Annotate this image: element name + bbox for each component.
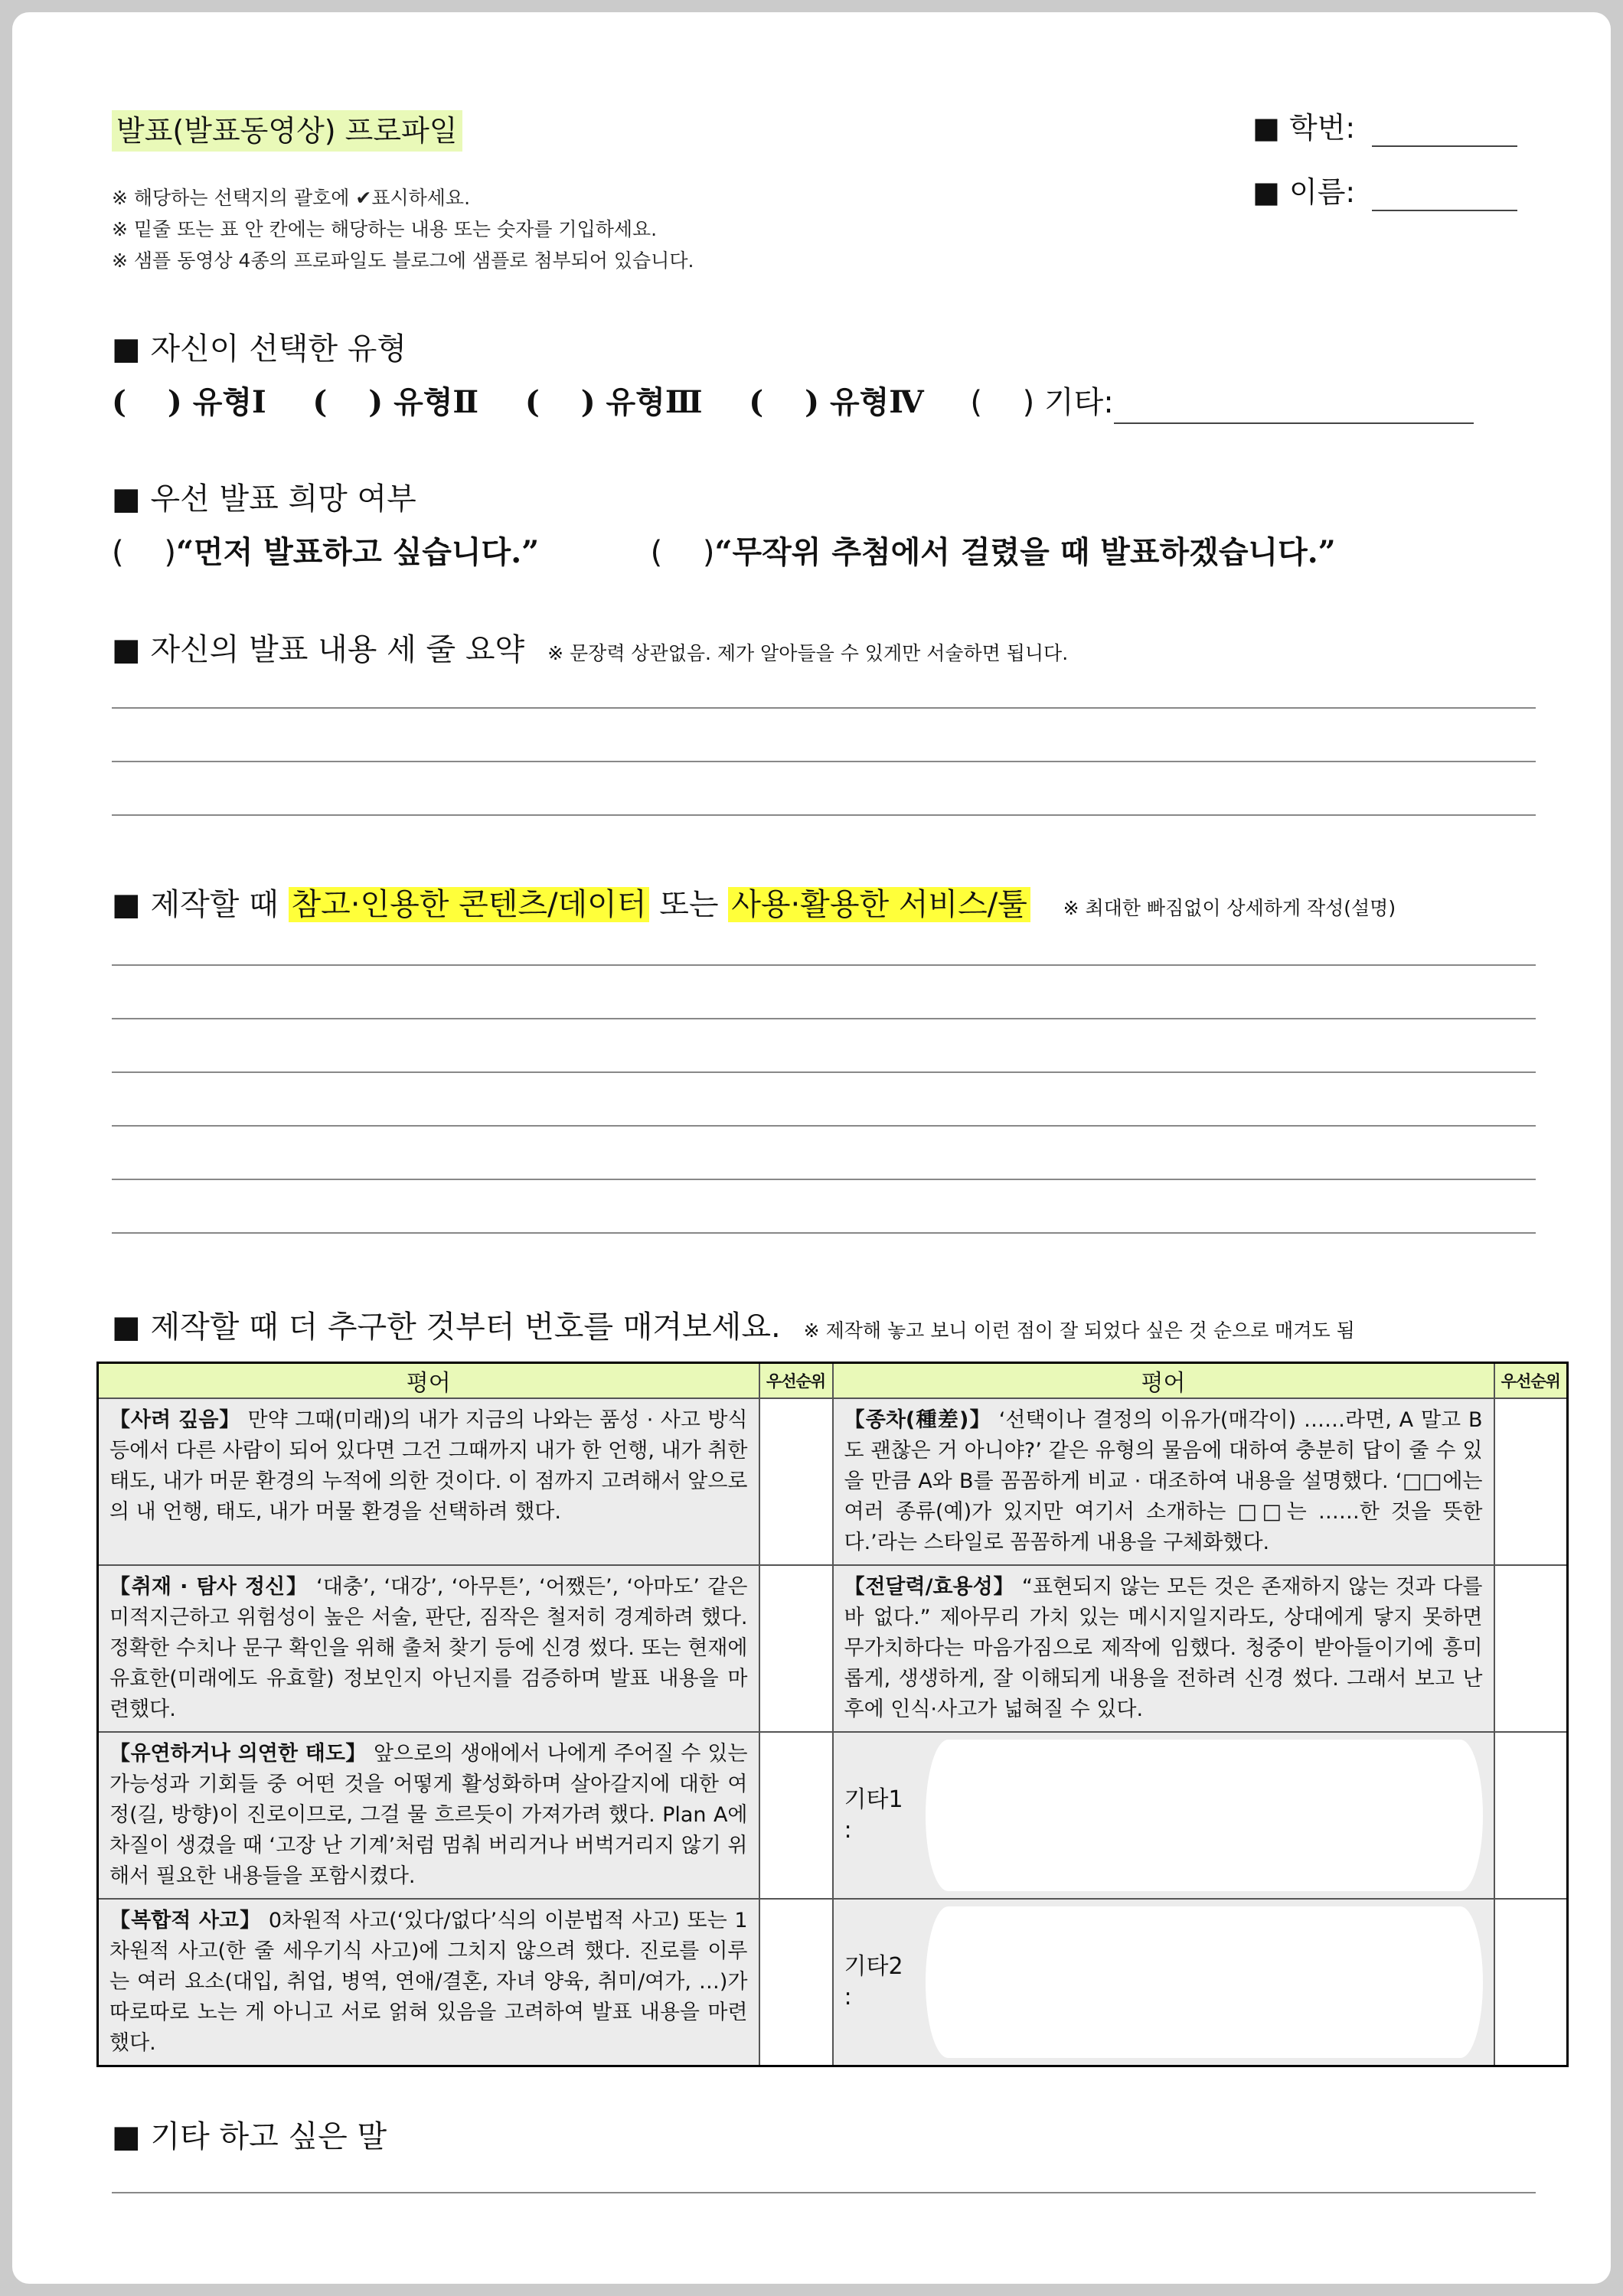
type-option-1[interactable]: ( ) 유형Ⅰ xyxy=(112,384,266,420)
priority-option-2[interactable]: ( )“무작위 추첨에서 걸렸을 때 발표하겠습니다.” xyxy=(650,534,1336,570)
closing-heading: ■ 기타 하고 싶은 말 xyxy=(112,2119,387,2154)
closing-line[interactable] xyxy=(112,2192,1536,2193)
name-label: ■ 이름: xyxy=(1252,175,1356,209)
instructions xyxy=(112,182,694,276)
table-row xyxy=(98,1398,1568,1565)
ranking-heading: ■ 제작할 때 더 추구한 것부터 번호를 매겨보세요. xyxy=(112,1309,781,1345)
type-option-2[interactable]: ( ) 유형Ⅱ xyxy=(312,384,479,420)
criteria-column-header: 평어 xyxy=(833,1363,1494,1399)
reference-line[interactable] xyxy=(112,1071,1536,1073)
reference-line[interactable] xyxy=(112,1232,1536,1234)
reference-heading-or: 또는 xyxy=(659,887,719,922)
table-header-row xyxy=(98,1363,1568,1399)
summary-heading: ■ 자신의 발표 내용 세 줄 요약 xyxy=(112,632,525,667)
priority-input-cell[interactable] xyxy=(759,1565,833,1732)
priority-input-cell[interactable] xyxy=(1494,1899,1568,2066)
instruction-note: ※ 샘플 동영상 4종의 프로파일도 블로그에 샘플로 첨부되어 있습니다. xyxy=(112,249,694,272)
reference-heading-row xyxy=(112,883,1396,930)
reference-highlight-tools: 사용·활용한 서비스/툴 xyxy=(728,887,1030,922)
type-option-etc-label[interactable]: ( ) 기타: xyxy=(970,385,1114,420)
summary-line[interactable] xyxy=(112,814,1536,816)
table-row xyxy=(98,1732,1568,1899)
reference-highlight-contents: 참고·인용한 콘텐츠/데이터 xyxy=(289,887,650,922)
criterion-cell: 【사려 깊음】 만약 그때(미래)의 내가 지금의 나와는 품성 · 사고 방식 등에서 다른 사람이 되어 있다면 그건 그때까지 내가 한 언행, 내가 취한 태도, 내가 머문 환경의 누적에 의한 것이다. 이 점까지 고려해서 앞으로의 내 언행, 태도, 내가 머물 환경을 선택하려 했다. xyxy=(98,1398,759,1565)
type-option-3[interactable]: ( ) 유형Ⅲ xyxy=(524,384,703,420)
summary-heading-row xyxy=(112,628,1068,675)
table-row xyxy=(98,1565,1568,1732)
ranking-table xyxy=(96,1362,1569,2067)
instruction-note: ※ 밑줄 또는 표 안 칸에는 해당하는 내용 또는 숫자를 기입하세요. xyxy=(112,218,658,240)
criteria-column-header: 평어 xyxy=(98,1363,759,1399)
reference-line[interactable] xyxy=(112,964,1536,966)
priority-input-cell[interactable] xyxy=(759,1398,833,1565)
priority-input-cell[interactable] xyxy=(759,1899,833,2066)
summary-line[interactable] xyxy=(112,707,1536,709)
student-id-label: ■ 학번: xyxy=(1252,111,1356,145)
criterion-cell: 【종차(種差)】 ‘선택이나 결정의 이유가(매각이) ……라면, A 말고 B도 괜찮은 거 아니야?’ 같은 유형의 물음에 대하여 충분히 답이 줄 수 있을 만큼 A와 B를 꼼꼼하게 비교 · 대조하여 내용을 설명했다. ‘□□에는 여러 종류(예)가 있지만 여기서 소개하는 □□는 ……한 것을 뜻한다.’라는 스타일로 꼼꼼하게 내용을 구체화했다. xyxy=(833,1398,1494,1565)
priority-options xyxy=(112,528,1336,577)
reference-line[interactable] xyxy=(112,1179,1536,1180)
ranking-note: ※ 제작해 놓고 보니 이런 점이 잘 되었다 싶은 것 순으로 매겨도 됨 xyxy=(803,1319,1355,1342)
other-criterion-label: 기타2 : xyxy=(844,1953,903,2011)
priority-input-cell[interactable] xyxy=(1494,1732,1568,1899)
priority-input-cell[interactable] xyxy=(1494,1565,1568,1732)
priority-option-1[interactable]: ( )“먼저 발표하고 싶습니다.” xyxy=(112,534,540,570)
summary-note: ※ 문장력 상관없음. 제가 알아들을 수 있게만 서술하면 됩니다. xyxy=(547,642,1069,664)
other-criterion-cell xyxy=(833,1732,1494,1899)
other-criterion-field[interactable] xyxy=(926,1906,1483,2058)
priority-input-cell[interactable] xyxy=(1494,1398,1568,1565)
summary-line[interactable] xyxy=(112,761,1536,762)
form-sheet xyxy=(12,12,1611,2284)
reference-heading: ■ 제작할 때 xyxy=(112,887,279,922)
type-heading: ■ 자신이 선택한 유형 xyxy=(112,331,407,367)
instruction-note: ※ 해당하는 선택지의 괄호에 ✔표시하세요. xyxy=(112,187,471,209)
student-id-field[interactable] xyxy=(1372,112,1517,147)
table-row xyxy=(98,1899,1568,2066)
name-field[interactable] xyxy=(1372,176,1517,211)
type-etc-field[interactable] xyxy=(1114,389,1474,424)
type-options xyxy=(112,381,1474,424)
reference-note: ※ 최대한 빠짐없이 상세하게 작성(설명) xyxy=(1063,897,1396,919)
criterion-cell: 【유연하거나 의연한 태도】 앞으로의 생애에서 나에게 주어질 수 있는 가능성과 기회들 중 어떤 것을 어떻게 활성화하며 살아갈지에 대한 여정(길, 방향)이 진로이므로, 그걸 물 흐르듯이 가져가려 했다. Plan A에 차질이 생겼을 때 ‘고장 난 기계’처럼 멈춰 버리거나 버벅거리지 않기 위해서 필요한 내용들을 포함시켰다. xyxy=(98,1732,759,1899)
criterion-cell: 【복합적 사고】 0차원적 사고(‘있다/없다’식의 이분법적 사고) 또는 1차원적 사고(한 줄 세우기식 사고)에 그치지 않으려 했다. 진로를 이루는 여러 요소(대입, 취업, 병역, 연애/결혼, 자녀 양육, 취미/여가, …)가 따로따로 노는 게 아니고 서로 얽혀 있음을 고려하여 발표 내용을 마련했다. xyxy=(98,1899,759,2066)
type-option-4[interactable]: ( ) 유형Ⅳ xyxy=(749,384,924,420)
reference-line[interactable] xyxy=(112,1018,1536,1019)
criterion-cell: 【취재 · 탐사 정신】 ‘대충’, ‘대강’, ‘아무튼’, ‘어쨌든’, ‘아마도’ 같은 미적지근하고 위험성이 높은 서술, 판단, 짐작은 철저히 경계하려 했다. 정확한 수치나 문구 확인을 위해 출처 찾기 등에 신경 썼다. 또는 현재에 유효한(미래에도 유효할) 정보인지 아닌지를 검증하며 발표 내용을 마련했다. xyxy=(98,1565,759,1732)
priority-input-cell[interactable] xyxy=(759,1732,833,1899)
reference-line[interactable] xyxy=(112,1125,1536,1127)
ranking-heading-row xyxy=(112,1306,1355,1352)
priority-column-header: 우선순위 xyxy=(759,1363,833,1399)
other-criterion-cell xyxy=(833,1899,1494,2066)
priority-column-header: 우선순위 xyxy=(1494,1363,1568,1399)
other-criterion-field[interactable] xyxy=(926,1740,1483,1891)
identity-box xyxy=(1252,110,1517,211)
criterion-cell: 【전달력/효용성】 “표현되지 않는 모든 것은 존재하지 않는 것과 다를 바 없다.” 제아무리 가치 있는 메시지일지라도, 상대에게 닿지 못하면 무가치하다는 마음가짐으로 제작에 임했다. 청중이 받아들이기에 흥미롭게, 생생하게, 잘 이해되게 내용을 전하려 신경 썼다. 그래서 보고 난 후에 인식·사고가 넓혀질 수 있다. xyxy=(833,1565,1494,1732)
form-title: 발표(발표동영상) 프로파일 xyxy=(112,110,462,152)
other-criterion-label: 기타1 : xyxy=(844,1786,903,1844)
priority-heading: ■ 우선 발표 희망 여부 xyxy=(112,481,416,517)
